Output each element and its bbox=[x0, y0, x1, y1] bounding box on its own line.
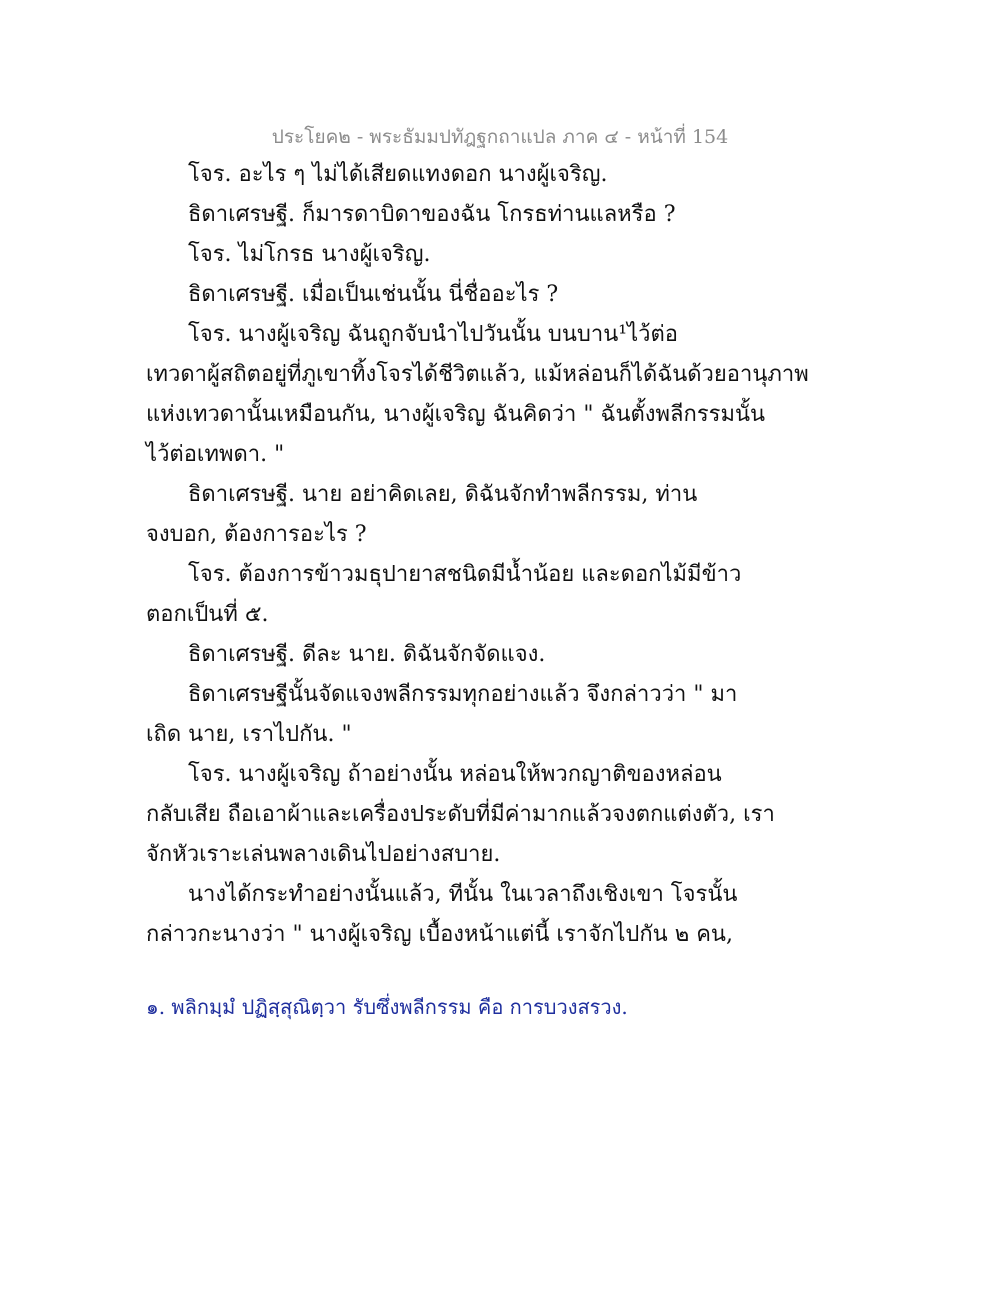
footnote: ๑. พลิกมฺมํ ปฏิสฺสุณิตฺวา รับซึ่งพลีกรรม คือ การบวงสรวง. bbox=[146, 995, 628, 1019]
paragraph-line: โจร. ไม่โกรธ นางผู้เจริญ. bbox=[188, 242, 431, 267]
paragraph-line: เถิด นาย, เราไปกัน. " bbox=[146, 722, 352, 747]
paragraph-line: แห่งเทวดานั้นเหมือนกัน, นางผู้เจริญ ฉันคิดว่า " ฉันตั้งพลีกรรมนั้น bbox=[146, 402, 766, 427]
paragraph-line: นางได้กระทำอย่างนั้นแล้ว, ทีนั้น ในเวลาถึงเชิงเขา โจรนั้น bbox=[188, 882, 738, 907]
paragraph-line: ธิดาเศรษฐี. นาย อย่าคิดเลย, ดิฉันจักทำพลีกรรม, ท่าน bbox=[188, 482, 698, 507]
paragraph-line: กลับเสีย ถือเอาผ้าและเครื่องประดับที่มีค่ามากแล้วจงตกแต่งตัว, เรา bbox=[146, 802, 775, 827]
paragraph-line: ตอกเป็นที่ ๕. bbox=[146, 602, 269, 627]
paragraph-line: โจร. อะไร ๆ ไม่ได้เสียดแทงดอก นางผู้เจริญ. bbox=[188, 162, 608, 187]
paragraph-line: ธิดาเศรษฐี. เมื่อเป็นเช่นนั้น นี่ชื่ออะไร ? bbox=[188, 282, 559, 307]
paragraph-line: ธิดาเศรษฐี. ดีละ นาย. ดิฉันจักจัดแจง. bbox=[188, 642, 546, 667]
paragraph-line: จงบอก, ต้องการอะไร ? bbox=[146, 522, 367, 547]
paragraph-line: ธิดาเศรษฐีนั้นจัดแจงพลีกรรมทุกอย่างแล้ว จึงกล่าวว่า " มา bbox=[188, 682, 738, 707]
paragraph-line: โจร. นางผู้เจริญ ถ้าอย่างนั้น หล่อนให้พวกญาติของหล่อน bbox=[188, 762, 722, 787]
body-text bbox=[146, 155, 866, 955]
paragraph-line: โจร. ต้องการข้าวมธุปายาสชนิดมีน้ำน้อย และดอกไม้มีข้าว bbox=[188, 562, 742, 587]
paragraph-line: เทวดาผู้สถิตอยู่ที่ภูเขาทิ้งโจรได้ชีวิตแล้ว, แม้หล่อนก็ได้ฉันด้วยอานุภาพ bbox=[146, 362, 809, 387]
paragraph-line: โจร. นางผู้เจริญ ฉันถูกจับนำไปวันนั้น บนบาน¹ไว้ต่อ bbox=[188, 322, 679, 347]
paragraph-line: จักหัวเราะเล่นพลางเดินไปอย่างสบาย. bbox=[146, 842, 501, 867]
paragraph-line: กล่าวกะนางว่า " นางผู้เจริญ เบื้องหน้าแต่นี้ เราจักไปกัน ๒ คน, bbox=[146, 922, 733, 947]
paragraph-line: ไว้ต่อเทพดา. " bbox=[146, 442, 285, 467]
running-header: ประโยค๒ - พระธัมมปทัฎฐกถาแปล ภาค ๔ - หน้าที่ 154 bbox=[271, 126, 729, 148]
paragraph-line: ธิดาเศรษฐี. ก็มารดาบิดาของฉัน โกรธท่านแลหรือ ? bbox=[188, 202, 676, 227]
